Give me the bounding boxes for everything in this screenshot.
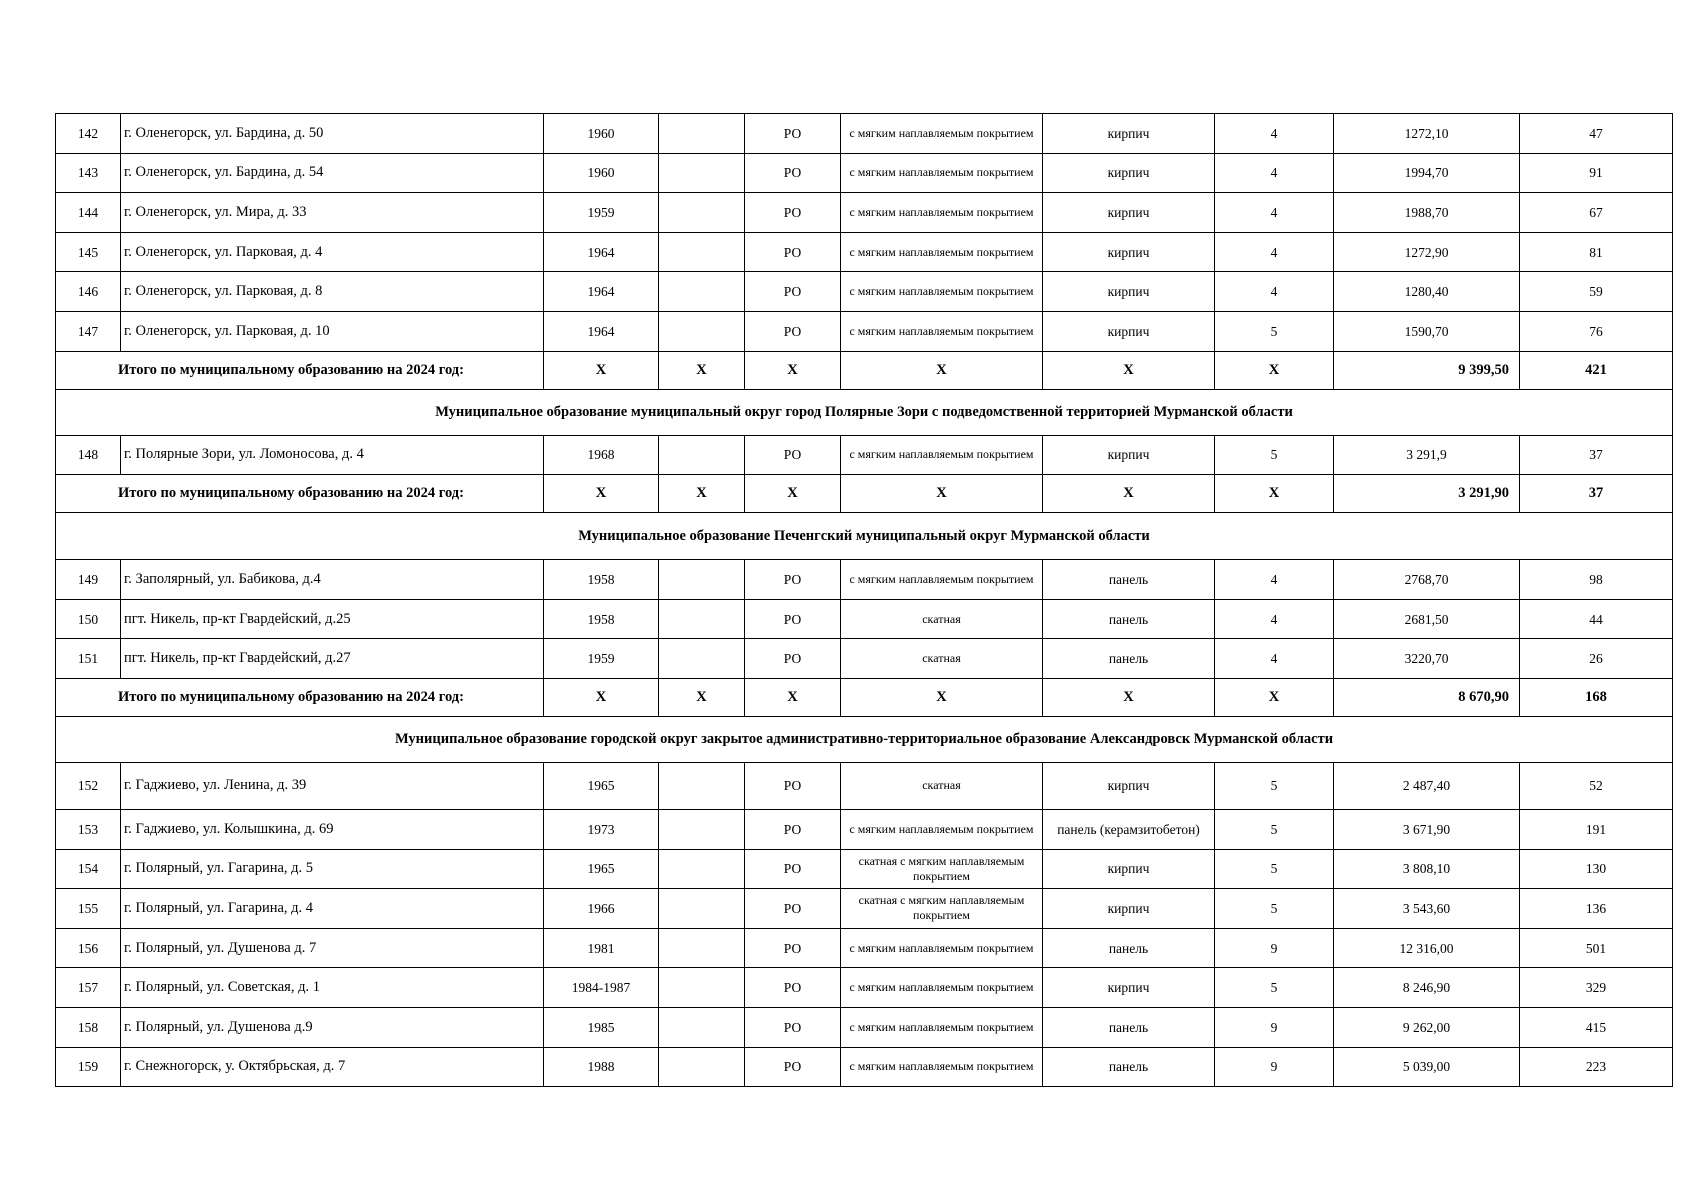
row-number-cell: 152 <box>56 762 121 809</box>
residents-cell: 47 <box>1520 114 1673 154</box>
total-mark-cell: X <box>544 351 659 389</box>
table-row <box>56 311 1673 351</box>
address-cell: г. Полярный, ул. Душенова д.9 <box>121 1007 544 1047</box>
wall-material-cell: кирпич <box>1043 435 1215 475</box>
wall-material-cell: панель <box>1043 560 1215 600</box>
table-row <box>56 809 1673 849</box>
wall-material-cell: кирпич <box>1043 193 1215 233</box>
table-row <box>56 1047 1673 1087</box>
total-residents-cell: 421 <box>1520 351 1673 389</box>
roof-type-cell: скатная <box>841 762 1043 809</box>
program-code-cell: РО <box>745 193 841 233</box>
wall-material-cell: кирпич <box>1043 968 1215 1008</box>
wall-material-cell: кирпич <box>1043 272 1215 312</box>
program-code-cell: РО <box>745 968 841 1008</box>
build-year-cell: 1984-1987 <box>544 968 659 1008</box>
total-mark-cell: X <box>745 351 841 389</box>
area-cell: 5 039,00 <box>1334 1047 1520 1087</box>
total-mark-cell: X <box>1043 475 1215 513</box>
build-year-cell: 1964 <box>544 272 659 312</box>
program-code-cell: РО <box>745 153 841 193</box>
mark-cell <box>659 968 745 1008</box>
program-code-cell: РО <box>745 435 841 475</box>
build-year-cell: 1960 <box>544 114 659 154</box>
mark-cell <box>659 435 745 475</box>
build-year-cell: 1973 <box>544 809 659 849</box>
address-cell: г. Оленегорск, ул. Парковая, д. 8 <box>121 272 544 312</box>
row-number-cell: 142 <box>56 114 121 154</box>
area-cell: 1988,70 <box>1334 193 1520 233</box>
row-number-cell: 149 <box>56 560 121 600</box>
wall-material-cell: кирпич <box>1043 889 1215 929</box>
table-row <box>56 968 1673 1008</box>
area-cell: 3220,70 <box>1334 639 1520 679</box>
build-year-cell: 1959 <box>544 639 659 679</box>
housing-register-table <box>55 113 1673 1087</box>
total-mark-cell: X <box>1215 475 1334 513</box>
mark-cell <box>659 849 745 889</box>
floors-cell: 5 <box>1215 762 1334 809</box>
roof-type-cell: с мягким наплавляемым покрытием <box>841 968 1043 1008</box>
roof-type-cell: с мягким наплавляемым покрытием <box>841 1047 1043 1087</box>
area-cell: 2 487,40 <box>1334 762 1520 809</box>
area-cell: 9 262,00 <box>1334 1007 1520 1047</box>
area-cell: 1994,70 <box>1334 153 1520 193</box>
program-code-cell: РО <box>745 311 841 351</box>
residents-cell: 415 <box>1520 1007 1673 1047</box>
total-mark-cell: X <box>1043 678 1215 716</box>
section-title: Муниципальное образование городской округ закрытое административно-территориальное образование Александровск Мурманской области <box>56 716 1673 762</box>
roof-type-cell: скатная <box>841 599 1043 639</box>
area-cell: 12 316,00 <box>1334 928 1520 968</box>
total-area-cell: 3 291,90 <box>1334 475 1520 513</box>
residents-cell: 191 <box>1520 809 1673 849</box>
area-cell: 3 671,90 <box>1334 809 1520 849</box>
area-cell: 1272,90 <box>1334 232 1520 272</box>
roof-type-cell: с мягким наплавляемым покрытием <box>841 311 1043 351</box>
build-year-cell: 1965 <box>544 849 659 889</box>
table-body <box>56 114 1673 1087</box>
row-number-cell: 147 <box>56 311 121 351</box>
total-mark-cell: X <box>841 678 1043 716</box>
roof-type-cell: с мягким наплавляемым покрытием <box>841 193 1043 233</box>
program-code-cell: РО <box>745 599 841 639</box>
row-number-cell: 148 <box>56 435 121 475</box>
total-mark-cell: X <box>659 678 745 716</box>
roof-type-cell: с мягким наплавляемым покрытием <box>841 928 1043 968</box>
floors-cell: 4 <box>1215 639 1334 679</box>
program-code-cell: РО <box>745 560 841 600</box>
wall-material-cell: панель <box>1043 639 1215 679</box>
table-row <box>56 1007 1673 1047</box>
total-mark-cell: X <box>841 475 1043 513</box>
roof-type-cell: скатная с мягким наплавляемым покрытием <box>841 849 1043 889</box>
table-row <box>56 639 1673 679</box>
floors-cell: 9 <box>1215 1007 1334 1047</box>
address-cell: г. Оленегорск, ул. Бардина, д. 50 <box>121 114 544 154</box>
address-cell: г. Оленегорск, ул. Парковая, д. 10 <box>121 311 544 351</box>
floors-cell: 4 <box>1215 272 1334 312</box>
floors-cell: 4 <box>1215 599 1334 639</box>
residents-cell: 26 <box>1520 639 1673 679</box>
roof-type-cell: с мягким наплавляемым покрытием <box>841 153 1043 193</box>
address-cell: г. Оленегорск, ул. Парковая, д. 4 <box>121 232 544 272</box>
table-row <box>56 272 1673 312</box>
residents-cell: 91 <box>1520 153 1673 193</box>
table-row <box>56 849 1673 889</box>
table-row <box>56 762 1673 809</box>
row-number-cell: 153 <box>56 809 121 849</box>
roof-type-cell: скатная <box>841 639 1043 679</box>
build-year-cell: 1964 <box>544 232 659 272</box>
floors-cell: 4 <box>1215 114 1334 154</box>
area-cell: 2768,70 <box>1334 560 1520 600</box>
residents-cell: 52 <box>1520 762 1673 809</box>
total-mark-cell: X <box>1043 351 1215 389</box>
floors-cell: 4 <box>1215 560 1334 600</box>
total-row <box>56 475 1673 513</box>
table-row <box>56 560 1673 600</box>
program-code-cell: РО <box>745 1047 841 1087</box>
row-number-cell: 156 <box>56 928 121 968</box>
row-number-cell: 154 <box>56 849 121 889</box>
area-cell: 8 246,90 <box>1334 968 1520 1008</box>
row-number-cell: 159 <box>56 1047 121 1087</box>
residents-cell: 76 <box>1520 311 1673 351</box>
address-cell: г. Полярный, ул. Гагарина, д. 4 <box>121 889 544 929</box>
residents-cell: 130 <box>1520 849 1673 889</box>
total-mark-cell: X <box>544 678 659 716</box>
mark-cell <box>659 599 745 639</box>
wall-material-cell: панель <box>1043 1047 1215 1087</box>
total-mark-cell: X <box>745 678 841 716</box>
floors-cell: 5 <box>1215 889 1334 929</box>
table-row <box>56 889 1673 929</box>
wall-material-cell: кирпич <box>1043 232 1215 272</box>
mark-cell <box>659 232 745 272</box>
residents-cell: 136 <box>1520 889 1673 929</box>
section-header-row <box>56 513 1673 560</box>
row-number-cell: 158 <box>56 1007 121 1047</box>
mark-cell <box>659 193 745 233</box>
build-year-cell: 1958 <box>544 560 659 600</box>
section-title: Муниципальное образование муниципальный округ город Полярные Зори с подведомственной территорией Мурманской области <box>56 389 1673 435</box>
wall-material-cell: кирпич <box>1043 153 1215 193</box>
section-header-row <box>56 716 1673 762</box>
table-row <box>56 599 1673 639</box>
mark-cell <box>659 639 745 679</box>
total-mark-cell: X <box>841 351 1043 389</box>
floors-cell: 4 <box>1215 232 1334 272</box>
roof-type-cell: с мягким наплавляемым покрытием <box>841 114 1043 154</box>
roof-type-cell: с мягким наплавляемым покрытием <box>841 809 1043 849</box>
row-number-cell: 155 <box>56 889 121 929</box>
roof-type-cell: с мягким наплавляемым покрытием <box>841 560 1043 600</box>
wall-material-cell: панель <box>1043 928 1215 968</box>
build-year-cell: 1959 <box>544 193 659 233</box>
build-year-cell: 1981 <box>544 928 659 968</box>
program-code-cell: РО <box>745 849 841 889</box>
program-code-cell: РО <box>745 928 841 968</box>
address-cell: г. Полярный, ул. Гагарина, д. 5 <box>121 849 544 889</box>
build-year-cell: 1958 <box>544 599 659 639</box>
wall-material-cell: панель <box>1043 1007 1215 1047</box>
total-mark-cell: X <box>544 475 659 513</box>
area-cell: 1590,70 <box>1334 311 1520 351</box>
total-row <box>56 351 1673 389</box>
row-number-cell: 157 <box>56 968 121 1008</box>
section-header-row <box>56 389 1673 435</box>
mark-cell <box>659 762 745 809</box>
floors-cell: 5 <box>1215 435 1334 475</box>
address-cell: г. Заполярный, ул. Бабикова, д.4 <box>121 560 544 600</box>
residents-cell: 223 <box>1520 1047 1673 1087</box>
address-cell: пгт. Никель, пр-кт Гвардейский, д.25 <box>121 599 544 639</box>
floors-cell: 4 <box>1215 193 1334 233</box>
total-mark-cell: X <box>745 475 841 513</box>
address-cell: г. Оленегорск, ул. Бардина, д. 54 <box>121 153 544 193</box>
residents-cell: 81 <box>1520 232 1673 272</box>
roof-type-cell: с мягким наплавляемым покрытием <box>841 435 1043 475</box>
build-year-cell: 1965 <box>544 762 659 809</box>
roof-type-cell: скатная с мягким наплавляемым покрытием <box>841 889 1043 929</box>
row-number-cell: 144 <box>56 193 121 233</box>
wall-material-cell: кирпич <box>1043 849 1215 889</box>
residents-cell: 67 <box>1520 193 1673 233</box>
build-year-cell: 1988 <box>544 1047 659 1087</box>
program-code-cell: РО <box>745 639 841 679</box>
mark-cell <box>659 153 745 193</box>
address-cell: г. Оленегорск, ул. Мира, д. 33 <box>121 193 544 233</box>
floors-cell: 5 <box>1215 849 1334 889</box>
area-cell: 1272,10 <box>1334 114 1520 154</box>
table-row <box>56 928 1673 968</box>
program-code-cell: РО <box>745 809 841 849</box>
total-residents-cell: 37 <box>1520 475 1673 513</box>
program-code-cell: РО <box>745 272 841 312</box>
build-year-cell: 1960 <box>544 153 659 193</box>
row-number-cell: 150 <box>56 599 121 639</box>
mark-cell <box>659 928 745 968</box>
total-label: Итого по муниципальному образованию на 2024 год: <box>56 351 544 389</box>
address-cell: г. Снежногорск, у. Октябрьская, д. 7 <box>121 1047 544 1087</box>
residents-cell: 59 <box>1520 272 1673 312</box>
program-code-cell: РО <box>745 232 841 272</box>
residents-cell: 44 <box>1520 599 1673 639</box>
floors-cell: 4 <box>1215 153 1334 193</box>
total-area-cell: 9 399,50 <box>1334 351 1520 389</box>
table-row <box>56 193 1673 233</box>
total-residents-cell: 168 <box>1520 678 1673 716</box>
total-row <box>56 678 1673 716</box>
build-year-cell: 1985 <box>544 1007 659 1047</box>
section-title: Муниципальное образование Печенгский муниципальный округ Мурманской области <box>56 513 1673 560</box>
total-mark-cell: X <box>659 475 745 513</box>
table-row <box>56 153 1673 193</box>
row-number-cell: 143 <box>56 153 121 193</box>
table-row <box>56 435 1673 475</box>
floors-cell: 9 <box>1215 1047 1334 1087</box>
mark-cell <box>659 560 745 600</box>
total-area-cell: 8 670,90 <box>1334 678 1520 716</box>
residents-cell: 329 <box>1520 968 1673 1008</box>
program-code-cell: РО <box>745 762 841 809</box>
wall-material-cell: панель (керамзитобетон) <box>1043 809 1215 849</box>
wall-material-cell: кирпич <box>1043 114 1215 154</box>
total-mark-cell: X <box>1215 678 1334 716</box>
mark-cell <box>659 272 745 312</box>
area-cell: 2681,50 <box>1334 599 1520 639</box>
table-row <box>56 114 1673 154</box>
residents-cell: 98 <box>1520 560 1673 600</box>
area-cell: 3 291,9 <box>1334 435 1520 475</box>
table-row <box>56 232 1673 272</box>
wall-material-cell: панель <box>1043 599 1215 639</box>
floors-cell: 9 <box>1215 928 1334 968</box>
row-number-cell: 151 <box>56 639 121 679</box>
area-cell: 3 808,10 <box>1334 849 1520 889</box>
residents-cell: 501 <box>1520 928 1673 968</box>
area-cell: 3 543,60 <box>1334 889 1520 929</box>
build-year-cell: 1968 <box>544 435 659 475</box>
build-year-cell: 1966 <box>544 889 659 929</box>
mark-cell <box>659 311 745 351</box>
total-mark-cell: X <box>1215 351 1334 389</box>
roof-type-cell: с мягким наплавляемым покрытием <box>841 1007 1043 1047</box>
address-cell: пгт. Никель, пр-кт Гвардейский, д.27 <box>121 639 544 679</box>
area-cell: 1280,40 <box>1334 272 1520 312</box>
residents-cell: 37 <box>1520 435 1673 475</box>
total-label: Итого по муниципальному образованию на 2024 год: <box>56 475 544 513</box>
address-cell: г. Полярный, ул. Советская, д. 1 <box>121 968 544 1008</box>
total-mark-cell: X <box>659 351 745 389</box>
total-label: Итого по муниципальному образованию на 2024 год: <box>56 678 544 716</box>
mark-cell <box>659 889 745 929</box>
wall-material-cell: кирпич <box>1043 762 1215 809</box>
mark-cell <box>659 114 745 154</box>
address-cell: г. Гаджиево, ул. Ленина, д. 39 <box>121 762 544 809</box>
wall-material-cell: кирпич <box>1043 311 1215 351</box>
roof-type-cell: с мягким наплавляемым покрытием <box>841 272 1043 312</box>
row-number-cell: 145 <box>56 232 121 272</box>
floors-cell: 5 <box>1215 968 1334 1008</box>
program-code-cell: РО <box>745 889 841 929</box>
build-year-cell: 1964 <box>544 311 659 351</box>
roof-type-cell: с мягким наплавляемым покрытием <box>841 232 1043 272</box>
address-cell: г. Гаджиево, ул. Колышкина, д. 69 <box>121 809 544 849</box>
floors-cell: 5 <box>1215 311 1334 351</box>
mark-cell <box>659 1007 745 1047</box>
floors-cell: 5 <box>1215 809 1334 849</box>
mark-cell <box>659 1047 745 1087</box>
program-code-cell: РО <box>745 1007 841 1047</box>
mark-cell <box>659 809 745 849</box>
address-cell: г. Полярные Зори, ул. Ломоносова, д. 4 <box>121 435 544 475</box>
row-number-cell: 146 <box>56 272 121 312</box>
program-code-cell: РО <box>745 114 841 154</box>
address-cell: г. Полярный, ул. Душенова д. 7 <box>121 928 544 968</box>
